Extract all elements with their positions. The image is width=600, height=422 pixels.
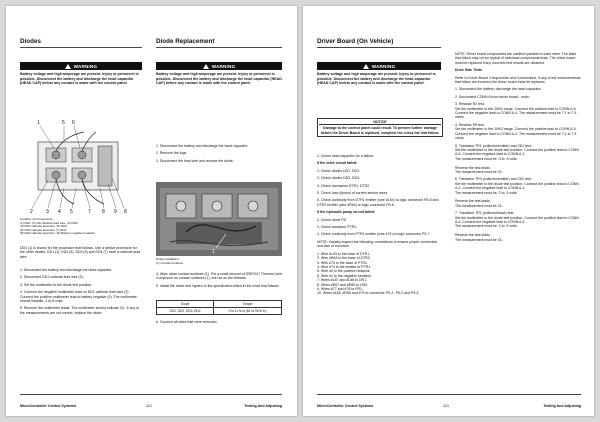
replacement-step: 4. Wipe clean contact surfaces (1). Put a small amount of D557047 Thermal Joint Compound on contact surfaces (1), but not on the threads. [156,272,282,281]
driver-board-checklist [317,154,441,296]
wire-step: 6. Wire #1 to the negative heatsink. [317,273,372,278]
footer-right: Testing And Adjusting [543,404,581,408]
warning-text: Battery voltage and high amperage are present. Injury to personnel is possible. Disconnect the battery and discharge the head capacitor (HEAD CAP) before any contact is made with the control panel. [156,72,282,86]
wire-step: 3. Wire #73 to the base of PTR1. [317,260,368,265]
warning-bar: WARNING [317,62,441,70]
page-number: 113 [443,404,449,408]
heading-diodes: Diodes [20,38,41,45]
check-step: 3. Check transistor PTR1. [317,225,358,230]
warning-bar: WARNING [156,62,282,70]
check-step: 6. Check continuity from DTR1 emitter (wire #L64) to logic connector P5-5 and DTR2 emitter (wire #R64) to logic connector P5-6. [317,198,439,207]
wire-step: 4. Wire #74 to the emitter of PTR1. [317,264,372,269]
warning-icon [65,64,71,69]
table-cell: 9 to 11 N·m (81 to 95 lb·in) [214,308,282,315]
test-step: 1. Disconnect the battery; discharge the head capacitor. [455,87,542,92]
diagram-label: 4 [58,209,61,214]
driver-board-tests [455,52,581,245]
diode-installation-photo [156,182,282,256]
diagram-label: 8 [124,209,127,214]
table-header: Diode [157,301,214,308]
diagram-label: 3 [46,209,49,214]
diodes-location-diagram [24,118,136,214]
table-cell: DD1, DD2, DD3, DD4 [157,308,214,315]
diagram-label: 9 [114,209,117,214]
left-page [6,6,297,416]
wire-step: 9. Wires #77 and #78 to PR1. [317,286,363,291]
test-step: 7. Transistor TR1 (collector/base) test. Set the multimeter to the diode test position. Connect the positive lead to CONN A-6. Connect the negative lead to CONN A-4. The measurement must be .3 to .9 volts. Reverse the test leads. The measurement must be OL. [455,211,579,242]
check-step: 2. Check diode PD. [317,217,348,222]
check-step: 4. Check transistors DTR1, DTR2. [317,183,371,188]
warning-text: Battery voltage and high amperage are present. Injury to personnel is possible. Disconnect the battery and discharge the head capacitor (HEAD CAP) before any contact is made with the control panel. [20,72,139,86]
diodes-step: 1. Disconnect the battery and discharge the head capacitor. [20,268,113,272]
footer-rule [317,394,581,395]
check-step: 4. Check continuity from PTR1 emitter (wire #74) to logic connector P5-7. [317,232,431,237]
inspection-note: NOTE: Visually inspect the following connections to ensure proper connection and lack of corrosion. [317,239,438,249]
check-step: 5. Check fuse (blown) of current sensor wires. [317,191,389,196]
page-number: 112 [146,404,152,408]
pump-circuit-heading: If the hydraulic pump circuit failed: [317,210,376,215]
footer-left: MicroController Control Systems [317,404,374,408]
table-row [157,308,282,315]
diagram-label: 6 [72,120,75,126]
check-step: 1. Check head capacitor for a failure. [317,154,375,158]
replacement-steps-2 [156,272,282,291]
diagram-label: 8 [102,209,105,214]
wire-step: 1. Wire #L63 to the base of DTR1. [317,251,371,256]
diodes-step: 4. Connect the negative multimeter lead on DD1 cathode lead wire (2). Connect the positive multimeter lead to battery negative (9). The multimeter should indicate .3 to.8 volts. [20,290,137,304]
footer-rule [20,394,282,395]
drive-circuit-heading: If the drive circuit failed: [317,161,358,166]
test-step: 4. Resistor R5 test. Set the multimeter to the 20KΩ range. Connect the positive lead to CONN A-5. Connect the negative lead to CONN A-3. The measurement must be 7.1 to 7.9 ohms. [455,122,577,141]
diagram-label: 7 [88,209,91,214]
diagram-label: 5 [70,209,73,214]
heading-rule [156,47,282,48]
table-header-row [157,301,282,308]
footer-right: Testing And Adjusting [244,404,282,408]
test-step: 6. Transistor TR3 (collector/emitter) and ZD2 test. Set the multimeter to the diode test position. Connect the positive lead to CONN A-2. Connect the negative lead to CONN A-1. The measurement must be .3 to .9 volts. Reverse the test leads. The measurement must be OL. [455,177,579,208]
test-step: 3. Resistor R2 test. Set the multimeter to the 20KΩ range. Connect the positive lead to CONN A-6. Connect the negative lead to CONN A-4. The measurement must be 7.1 to 7.9 ohms. [455,102,577,120]
warning-icon [363,64,369,69]
wire-step: 7. Wires #L67 and #L68 to DR1. [317,278,368,283]
photo-caption: Diode installation (1) Contact surfaces. [156,257,184,265]
heading-driver-board: Driver Board (On Vehicle) [317,38,394,45]
replacement-step: 2. Remove the lugs. [156,151,188,156]
diagram-label: 5 [62,120,65,126]
diagram-label: 2 [30,209,33,214]
diagram-label: 1 [37,120,40,126]
diodes-intro: DD1 (1) is shown for the procedure that follows. Use a similar procedure for the other diodes. DD1 (1), DD2 (5), DD3 (5) and DD4 (7) have a cathode lead wire. [20,246,141,259]
warning-icon [203,64,209,69]
drive-side-tests-heading: Drive Side Tests [455,68,482,73]
soldered-note: NOTE: Driver board components are soldered parallel to each other. The tests that follow may not be typical of individual components tests. The driver board must be replaced if any incorrect test results are obtained. [455,52,577,65]
tests-intro: Refer to Driver Board Components and Connections. If any of the measurements that follow are incorrect the driver board must be replaced. [455,75,581,85]
replacement-step: 5. Install the diode and tighten to the specification listed in the chart that follows. [156,283,280,288]
footer-left: MicroController Control Systems [20,404,77,408]
check-step: 2. Check diodes DD1, DD2. [317,168,360,173]
replacement-step: 1. Disconnect the battery and discharge the head capacitor. [156,144,249,148]
warning-text: Battery voltage and high amperage are present. Injury to personnel is possible. Disconnect the battery and discharge the head capacitor (HEAD CAP) before any contact is made with the control panel. [317,72,436,86]
replacement-step-6: 6. Connect all wires that were removed. [156,320,218,324]
photo-label: 1 [212,249,215,255]
diodes-steps [20,268,142,318]
diodes-step: 5. Reverse the multimeter leads. The multimeter should indicate OL. If any of the measurements are not correct, replace the diode. [20,306,139,315]
heading-diode-replacement: Diode Replacement [156,38,215,45]
notice-text: Damage to the control panel could result. To prevent further damage before the Driver Board is replaced, complete the check list that follow: [320,126,440,135]
test-step: 2. Disconnect CONN A from driver board - main. [455,94,530,99]
wire-step: 10. Wires #L65, #R65 and #75 to connector P5–1, P5-2 and P5-3. [317,291,420,296]
heading-rule [317,47,441,48]
diodes-step: 2. Disconnect DD1 cathode lead wire (2). [20,275,84,280]
wire-step: 5. Wire #4 to the positive heatsink. [317,269,371,274]
warning-bar: WARNING [20,62,142,70]
right-page [303,6,594,416]
notice-label: NOTICE [319,120,441,125]
wire-step: 2. Wire #R63 to the base of DTR2. [317,256,371,261]
replacement-step: 3. Disconnect the lead wire and remove the diode. [156,158,234,163]
replacement-steps [156,144,282,166]
notice-box [317,118,443,137]
wire-step: 8. Wires #R67 and #R68 to DR2. [317,282,369,287]
test-step: 5. Transistor TR1 (collector/emitter) and ZD1 test. Set the multimeter to the diode test position. Connect the positive lead to CONN A-6. Connect the negative lead to CONN A-1. The measurement must be .3 to .9 volts. Reverse the test leads. The measurement must be OL. [455,143,579,174]
diodes-step: 3. Set the multimeter to the diode test position. [20,282,93,287]
check-step: 3. Check diodes DD3, DD4. [317,176,360,181]
diagram-legend: Location of Components (1) DD1. (2) DD cathode lead wire. (3) DD3. (4) DD2 cathode lead wire. (5) DD2. (6) DD3 cathode lead wire (7) DD4. (8) DD4 cathode lead wire. (9) Battery negative heatsink. [20,217,96,236]
table-header: Torque [214,301,282,308]
torque-table [156,300,282,315]
heading-rule [20,47,142,48]
